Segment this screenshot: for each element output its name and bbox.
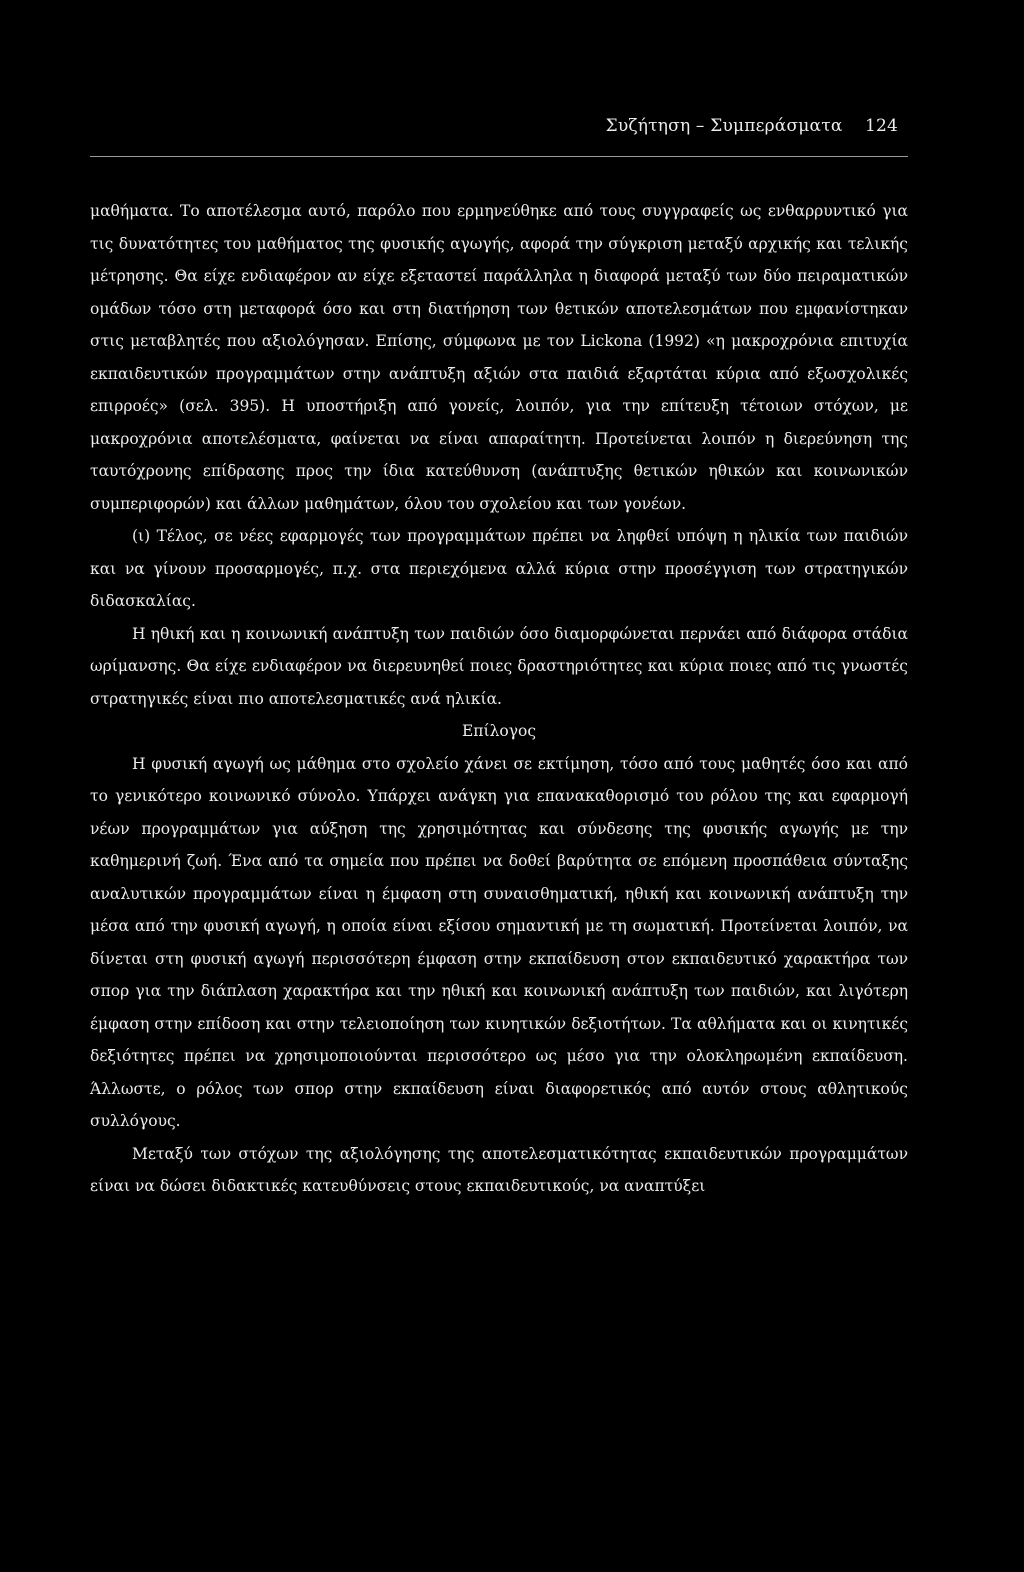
epilogue-heading: Επίλογος — [461, 722, 536, 740]
running-title: Συζήτηση – Συμπεράσματα — [605, 116, 843, 136]
paragraph-4: Η φυσική αγωγή ως μάθημα στο σχολείο χάνει σε εκτίμηση, τόσο από τους μαθητές όσο και από το γενικότερο κοινωνικό σύνολο. Υπάρχει ανάγκη για επανακαθορισμό του ρόλου της και εφαρμογή νέων προγραμμάτων για αύξηση της χρησιμότητας και σύνδεσης της φυσικής αγωγής με την καθημερινή ζωή. Ένα από τα σημεία που πρέπει να δοθεί βαρύτητα σε επόμενη προσπάθεια σύνταξης αναλυτικών προγραμμάτων είναι η έμφαση στη συναισθηματική, ηθική και κοινωνική ανάπτυξη την μέσα από την φυσική αγωγή, η οποία είναι εξίσου σημαντική με τη σωματική. Προτείνεται λοιπόν, να δίνεται στη φυσική αγωγή περισσότερη έμφαση στην εκπαίδευση στον εκπαιδευτικό χαρακτήρα των σπορ για την διάπλαση χαρακτήρα και την ηθική και κοινωνική ανάπτυξη των παιδιών, και λιγότερη έμφαση στην επίδοση και στην τελειοποίηση των κινητικών δεξιοτήτων. Τα αθλήματα και οι κινητικές δεξιότητες πρέπει να χρησιμοποιούνται περισσότερο ως μέσο για την ολοκληρωμένη εκπαίδευση. Άλλωστε, ο ρόλος των σπορ στην εκπαίδευση είναι διαφορετικός από αυτόν στους αθλητικούς συλλόγους. — [90, 754, 908, 1130]
paragraph-2: (ι) Τέλος, σε νέες εφαρμογές των προγραμμάτων πρέπει να ληφθεί υπόψη η ηλικία των παιδιών και να γίνουν προσαρμογές, π.χ. στα περιεχόμενα αλλά κύρια στην προσέγγιση των στρατηγικών διδασκαλίας. — [90, 527, 908, 610]
page-number-gap — [843, 116, 865, 136]
paragraph-5: Μεταξύ των στόχων της αξιολόγησης της αποτελεσματικότητας εκπαιδευτικών προγραμμάτων είναι να δώσει διδακτικές κατευθύνσεις στους εκπαιδευτικούς, να αναπτύξει — [90, 1144, 908, 1195]
header-divider — [90, 156, 908, 157]
paragraph-1: μαθήματα. Το αποτέλεσμα αυτό, παρόλο που ερμηνεύθηκε από τους συγγραφείς ως ενθαρρυντικό για τις δυνατότητες του μαθήματος της φυσικής αγωγής, αφορά την σύγκριση μεταξύ αρχικής και τελικής μέτρησης. Θα είχε ενδιαφέρον αν είχε εξεταστεί παράλληλα η διαφορά μεταξύ των δύο πειραματικών ομάδων τόσο στη μεταφορά όσο και στη διατήρηση των θετικών αποτελεσμάτων που εμφανίστηκαν στις μεταβλητές που αξιολόγησαν. Επίσης, σύμφωνα με τον Lickona (1992) «η μακροχρόνια επιτυχία εκπαιδευτικών προγραμμάτων στην ανάπτυξη αξιών στα παιδιά εξαρτάται κύρια από εξωσχολικές επιρροές» (σελ. 395). Η υποστήριξη από γονείς, λοιπόν, για την επίτευξη τέτοιων στόχων, με μακροχρόνια αποτελέσματα, φαίνεται να είναι απαραίτητη. Προτείνεται λοιπόν η διερεύνηση της ταυτόχρονης επίδρασης προς την ίδια κατεύθυνση (ανάπτυξης θετικών ηθικών και κοινωνικών συμπεριφορών) και άλλων μαθημάτων, όλου του σχολείου και των γονέων. — [90, 202, 908, 513]
page-number: 124 — [864, 116, 898, 136]
body-text — [90, 195, 908, 1203]
page-header — [90, 116, 898, 136]
paragraph-3: Η ηθική και η κοινωνική ανάπτυξη των παιδιών όσο διαμορφώνεται περνάει από διάφορα στάδια ωρίμανσης. Θα είχε ενδιαφέρον να διερευνηθεί ποιες δραστηριότητες και κύρια ποιες από τις γνωστές στρατηγικές είναι πιο αποτελεσματικές ανά ηλικία. — [90, 624, 908, 708]
